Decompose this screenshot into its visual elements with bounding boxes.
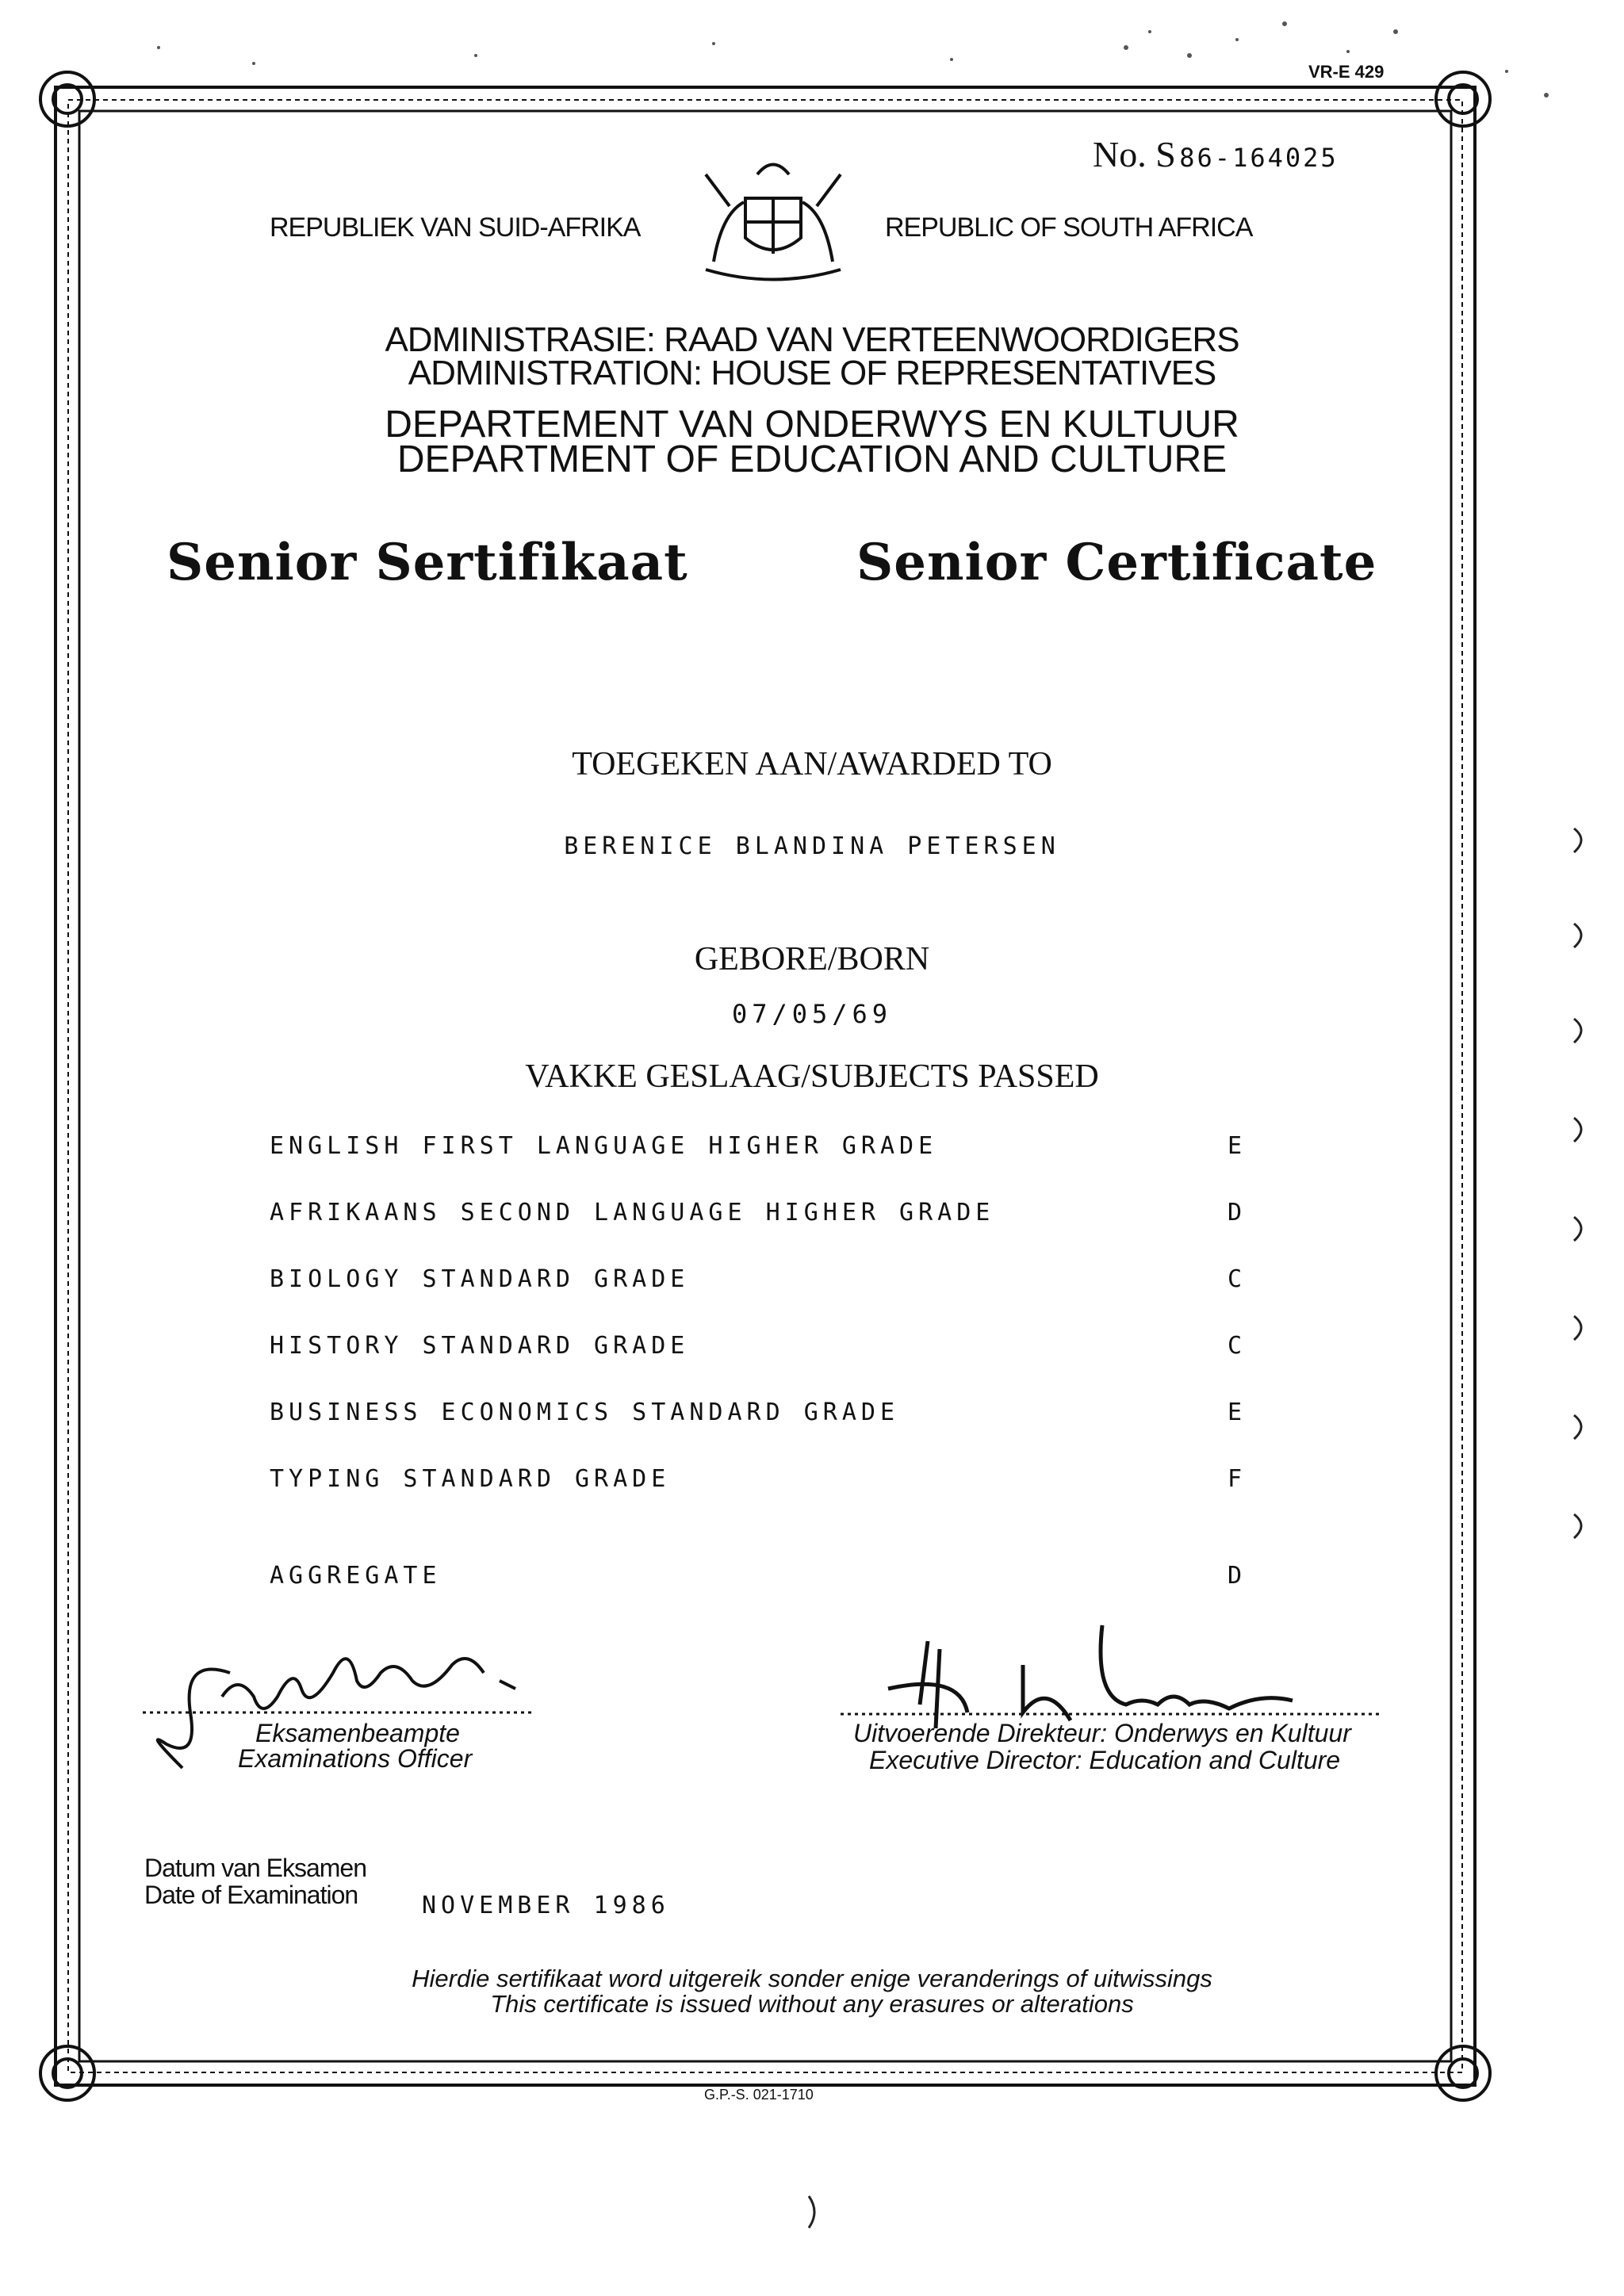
born-label: GEBORE/BORN xyxy=(694,941,930,978)
aggregate-label: AGGREGATE xyxy=(270,1562,442,1590)
subject-grade: D xyxy=(1228,1199,1247,1226)
footer-note-english: This certificate is issued without any erasures or alterations xyxy=(490,1990,1134,2018)
department-afrikaans: DEPARTEMENT VAN ONDERWYS EN KULTUUR xyxy=(385,404,1239,446)
left-signatory-english: Examinations Officer xyxy=(238,1744,473,1773)
subject-name: ENGLISH FIRST LANGUAGE HIGHER GRADE xyxy=(270,1132,938,1160)
awardee-name: BERENICE BLANDINA PETERSEN xyxy=(564,832,1060,860)
subject-grade: E xyxy=(1228,1132,1247,1160)
subject-grade: F xyxy=(1228,1465,1247,1493)
country-english: REPUBLIC OF SOUTH AFRICA xyxy=(885,212,1253,243)
birth-date: 07/05/69 xyxy=(731,999,893,1029)
exam-date-label-english: Date of Examination xyxy=(144,1881,358,1909)
coat-of-arms-icon xyxy=(682,143,864,285)
subject-name: TYPING STANDARD GRADE xyxy=(270,1465,671,1493)
subject-name: BIOLOGY STANDARD GRADE xyxy=(270,1265,690,1293)
subject-name: AFRIKAANS SECOND LANGUAGE HIGHER GRADE xyxy=(270,1199,995,1226)
title-afrikaans: Senior Sertifikaat xyxy=(167,533,688,592)
subject-grade: E xyxy=(1228,1399,1247,1426)
subject-name: BUSINESS ECONOMICS STANDARD GRADE xyxy=(270,1399,900,1426)
right-signatory-afrikaans: Uitvoerende Direkteur: Onderwys en Kultuur xyxy=(853,1719,1351,1747)
subjects-label: VAKKE GESLAAG/SUBJECTS PASSED xyxy=(525,1058,1099,1095)
subject-grade: C xyxy=(1228,1332,1247,1360)
title-english: Senior Certificate xyxy=(856,533,1377,592)
department-english: DEPARTMENT OF EDUCATION AND CULTURE xyxy=(396,438,1228,480)
administration-english: ADMINISTRATION: HOUSE OF REPRESENTATIVES xyxy=(408,354,1216,392)
country-afrikaans: REPUBLIEK VAN SUID-AFRIKA xyxy=(270,212,641,243)
aggregate-grade: D xyxy=(1228,1562,1247,1590)
form-code: G.P.-S. 021-1710 xyxy=(704,2087,814,2103)
left-signatory-afrikaans: Eksamenbeampte xyxy=(255,1719,460,1747)
exam-date-value: NOVEMBER 1986 xyxy=(422,1892,670,1919)
subject-grade: C xyxy=(1228,1265,1247,1293)
awarded-label: TOEGEKEN AAN/AWARDED TO xyxy=(572,746,1052,783)
exam-date-label-afrikaans: Datum van Eksamen xyxy=(144,1854,367,1882)
corner-stamp: VR-E 429 xyxy=(1308,62,1385,82)
subject-name: HISTORY STANDARD GRADE xyxy=(270,1332,690,1360)
footer-note-afrikaans: Hierdie sertifikaat word uitgereik sonder enige veranderings of uitwissings xyxy=(412,1965,1212,1992)
certificate-number: No. S 86-164025 xyxy=(1093,134,1339,174)
right-signatory-english: Executive Director: Education and Culture xyxy=(869,1746,1341,1774)
administration-afrikaans: ADMINISTRASIE: RAAD VAN VERTEENWOORDIGERS xyxy=(385,320,1239,359)
